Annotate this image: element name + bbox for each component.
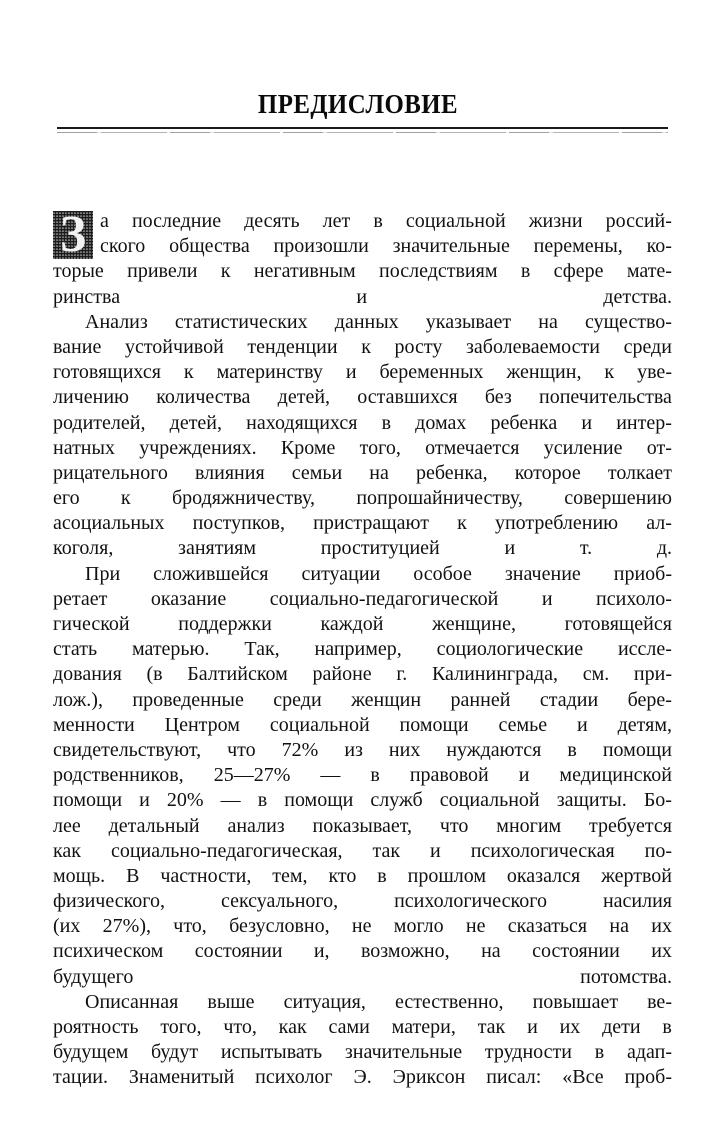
word: естественно, — [394, 990, 504, 1013]
word: детей, — [169, 411, 223, 434]
text-line: коголя, занятиям проституцией и т. д. — [53, 537, 672, 560]
text-line — [53, 637, 672, 662]
text-line — [53, 335, 672, 360]
text-line — [53, 1040, 672, 1065]
word: не — [351, 915, 372, 938]
word: в — [373, 210, 383, 232]
word: материнству — [216, 361, 323, 384]
word: попечительства — [538, 386, 672, 409]
word: что — [439, 814, 469, 837]
word: в — [594, 1041, 605, 1064]
word: трудности — [484, 1041, 573, 1064]
word: их — [651, 940, 672, 963]
word: показывает, — [312, 814, 413, 837]
word: ского — [100, 235, 146, 258]
word: возможно, — [361, 940, 450, 963]
word: так — [372, 839, 401, 862]
word: перемены, — [533, 235, 623, 258]
word: и — [518, 764, 530, 787]
word: на — [481, 940, 501, 963]
word: последние — [131, 210, 222, 232]
word: и, — [313, 940, 330, 963]
word: ребенка, — [415, 461, 488, 484]
word: многим — [496, 814, 562, 837]
word: привели — [127, 260, 198, 283]
word: по- — [644, 839, 672, 862]
word: натных — [53, 436, 115, 459]
word: к — [120, 487, 131, 510]
word: будущем — [53, 1041, 129, 1064]
text-line — [53, 814, 672, 839]
text-line — [53, 662, 672, 687]
word: детям, — [617, 713, 672, 736]
word: физического, — [53, 890, 165, 913]
word: них — [388, 738, 421, 761]
word: готовящихся — [53, 361, 161, 384]
word: личению — [53, 386, 129, 409]
word: семье — [498, 713, 548, 736]
word: и — [430, 839, 441, 862]
heading-rule-secondary — [57, 132, 668, 133]
word: медицинской — [559, 764, 672, 787]
word: Бо- — [643, 789, 672, 812]
word: социально-педагогическая, — [110, 839, 343, 862]
word: женщин, — [506, 361, 582, 384]
word: мощь. — [53, 864, 106, 887]
word: как — [53, 839, 82, 862]
word: психоло- — [596, 587, 672, 610]
text-line: ринства и детства. — [53, 285, 672, 308]
word: заболеваемости — [465, 335, 600, 358]
word: психическом — [53, 940, 164, 963]
word: к — [361, 335, 371, 358]
word: сказаться — [507, 915, 588, 938]
word: указывает — [425, 310, 512, 333]
word: а — [100, 210, 109, 232]
word: пристращают — [313, 512, 429, 535]
word: 25—27% — [213, 764, 291, 787]
word: от- — [646, 436, 672, 459]
word: и — [345, 361, 357, 384]
word: что, — [223, 1016, 257, 1038]
word: социальной — [269, 713, 370, 736]
word: находящихся — [246, 411, 358, 434]
word: росту — [394, 335, 443, 358]
word: которое — [514, 461, 581, 484]
text-line — [53, 713, 672, 738]
word: социальной — [439, 789, 540, 812]
word: и — [541, 587, 553, 610]
word: употреблению — [494, 512, 619, 535]
text-line: будущего потомства. — [53, 965, 672, 988]
word: среди — [273, 688, 322, 711]
word: и — [577, 713, 588, 736]
word: данных — [334, 310, 399, 333]
word: стать — [53, 638, 98, 661]
word: кто — [328, 864, 357, 887]
word: без — [484, 386, 512, 409]
word: в — [377, 864, 387, 887]
word: рицательного — [53, 461, 168, 484]
word: помощи — [602, 738, 672, 761]
text-line — [53, 209, 672, 234]
word: матери, — [391, 1016, 456, 1038]
drop-cap-letter — [53, 211, 93, 259]
word: учреждениях. — [139, 436, 257, 459]
word: того, — [359, 436, 401, 459]
word: — — [320, 764, 341, 787]
word: и — [581, 411, 593, 434]
word: того, — [160, 1016, 202, 1038]
text-line — [53, 436, 672, 461]
word: жертвой — [601, 864, 672, 887]
word: безусловно, — [229, 915, 330, 938]
word: Так, — [244, 638, 280, 661]
word: требуется — [589, 814, 672, 837]
word: сами — [328, 1016, 370, 1038]
word: ко- — [646, 235, 672, 258]
word: что — [227, 738, 256, 761]
paragraph-p3 — [53, 562, 672, 990]
word: социальной — [405, 210, 506, 232]
word: ребенка — [490, 411, 558, 434]
word: что, — [173, 915, 207, 938]
word: влияния — [194, 461, 265, 484]
word: значительные — [344, 1041, 463, 1064]
word: иссле- — [617, 638, 672, 661]
text-line — [53, 461, 672, 486]
word: Центром — [164, 713, 240, 736]
word: на — [609, 915, 630, 938]
word: при- — [633, 663, 672, 686]
word: на — [369, 461, 389, 484]
chapter-heading: ПРЕДИСЛОВИЕ — [257, 89, 459, 119]
word: районе — [312, 663, 372, 686]
word: состоянии — [194, 940, 283, 963]
word: мате- — [626, 260, 672, 283]
word: ситуация, — [283, 990, 366, 1013]
word: защиты. — [556, 789, 627, 812]
word: свидетельствуют, — [53, 738, 202, 761]
word: количества — [156, 386, 251, 409]
word: интер- — [616, 411, 672, 434]
word: Калининграда, — [431, 663, 559, 686]
paragraph-p2 — [53, 310, 672, 562]
word: служб — [370, 789, 423, 812]
word: уве- — [637, 361, 672, 384]
word: будут — [151, 1041, 199, 1064]
text-line — [53, 385, 672, 410]
text-line — [53, 562, 672, 587]
word: ал- — [646, 512, 672, 535]
word: ранней — [450, 688, 511, 711]
word: оказался — [506, 864, 581, 887]
word: лож.), — [53, 688, 103, 711]
word: 72% — [281, 738, 319, 761]
word: гической — [53, 613, 130, 635]
word: беременных — [379, 361, 484, 384]
word: ситуации — [301, 562, 381, 585]
text-line — [53, 486, 672, 511]
word: 20% — [166, 789, 204, 812]
text-line — [53, 688, 672, 713]
word: тем, — [272, 864, 308, 887]
body-text — [53, 209, 672, 1091]
word: в — [520, 260, 531, 283]
word: матерью. — [131, 638, 210, 661]
word: анализ — [227, 814, 285, 837]
word: Анализ — [85, 310, 148, 333]
word: лет — [322, 210, 351, 232]
word: частности, — [160, 864, 252, 887]
word: готовящейся — [564, 613, 672, 635]
word: существо- — [584, 310, 672, 333]
text-line — [53, 939, 672, 964]
word: общества — [169, 235, 250, 258]
text-line — [53, 511, 672, 536]
text-line — [53, 914, 672, 939]
word: поддержки — [178, 613, 272, 635]
word: в — [370, 764, 380, 787]
word: толкает — [607, 461, 672, 484]
word: в — [381, 411, 392, 434]
word: выше — [207, 990, 255, 1013]
word: помощи — [399, 713, 469, 736]
word: Балтийском — [187, 663, 288, 686]
word: в — [257, 789, 268, 812]
word: десять — [244, 210, 300, 232]
word: стадии — [539, 688, 599, 711]
word: к — [604, 361, 615, 384]
word: сфере — [553, 260, 604, 283]
word: помощи — [53, 789, 123, 812]
word: ретает — [53, 587, 108, 610]
text-line — [53, 738, 672, 763]
text-line — [53, 310, 672, 335]
word: дети — [602, 1016, 641, 1038]
text-line — [53, 990, 672, 1015]
word: см. — [582, 663, 610, 686]
word: и — [527, 1016, 538, 1038]
word: 27%), — [102, 915, 151, 938]
word: бродяжничеству, — [171, 487, 315, 510]
word: их — [559, 1016, 581, 1038]
word: их — [651, 915, 672, 938]
word: женщине, — [432, 613, 516, 635]
word: каждой — [320, 613, 384, 635]
word: попрошайничеству, — [356, 487, 523, 510]
word: прошлом — [407, 864, 486, 887]
word: негативным — [253, 260, 356, 283]
word: асоциальных — [53, 512, 165, 535]
word: домах — [415, 411, 467, 434]
word: произошли — [273, 235, 369, 258]
word: помощи — [284, 789, 354, 812]
text-line — [53, 864, 672, 889]
word: психологического — [394, 890, 547, 913]
word: к — [457, 512, 467, 535]
word: тенденции — [247, 335, 338, 358]
word: проведенные — [132, 688, 244, 711]
word: повышает — [532, 990, 619, 1013]
word: испытывать — [220, 1041, 323, 1064]
word: бере- — [627, 688, 672, 711]
text-line — [53, 360, 672, 385]
word: женщин — [351, 688, 422, 711]
word: россий- — [605, 210, 672, 232]
word: торые — [53, 260, 104, 283]
word: родственников, — [53, 764, 184, 787]
word: психологическая — [470, 839, 615, 862]
word: социально-педагогической — [269, 587, 499, 610]
word: детальный — [108, 814, 200, 837]
word: в — [567, 738, 577, 761]
word: насилия — [602, 890, 672, 913]
word: поступков, — [192, 512, 285, 535]
word: социологические — [436, 638, 584, 661]
word: нуждаются — [446, 738, 542, 761]
word: его — [53, 487, 80, 510]
word: Описанная — [85, 990, 179, 1013]
word: жизни — [528, 210, 583, 232]
text-line — [53, 259, 672, 284]
word: и — [139, 789, 150, 812]
word: — — [220, 789, 241, 812]
word: роятность — [53, 1016, 139, 1038]
paragraph-p4 — [53, 990, 672, 1091]
word: на — [538, 310, 558, 333]
word: дования — [53, 663, 122, 686]
word: вание — [53, 335, 102, 358]
word: к — [183, 361, 194, 384]
word: родителей, — [53, 411, 146, 434]
word: правовой — [409, 764, 489, 787]
word: сексуального, — [220, 890, 339, 913]
word: адап- — [626, 1041, 672, 1064]
word: так — [477, 1016, 506, 1038]
word: сложившейся — [153, 562, 269, 585]
word: г. — [396, 663, 408, 686]
word: детей, — [277, 386, 331, 409]
word: приоб- — [613, 562, 672, 585]
word: оказание — [150, 587, 227, 610]
word: (их — [53, 915, 81, 938]
word: устойчивой — [124, 335, 224, 358]
word: из — [344, 738, 363, 761]
word: совершению — [564, 487, 672, 510]
paragraph-p1 — [53, 209, 672, 310]
word: отмечается — [425, 436, 520, 459]
word: состоянии — [532, 940, 620, 963]
word: среди — [623, 335, 672, 358]
word: усиление — [543, 436, 623, 459]
drop-cap-glyph: З — [59, 211, 87, 259]
text-line — [53, 889, 672, 914]
word: статистических — [174, 310, 308, 333]
word: Кроме — [280, 436, 336, 459]
text-line — [53, 763, 672, 788]
word: лее — [53, 814, 81, 837]
word: ве- — [647, 990, 672, 1013]
word: не — [465, 915, 486, 938]
word: оставшихся — [357, 386, 458, 409]
word: значение — [504, 562, 581, 585]
text-line — [53, 411, 672, 436]
word: При — [85, 562, 121, 585]
text-line — [53, 788, 672, 813]
word: к — [220, 260, 231, 283]
word: например, — [314, 638, 402, 661]
word: могло — [393, 915, 444, 938]
word: особое — [413, 562, 472, 585]
heading-rule — [57, 127, 668, 129]
text-line — [53, 612, 672, 637]
word: менности — [53, 713, 135, 736]
word: как — [278, 1016, 307, 1038]
text-line: тации. Знаменитый психолог Э. Эриксон писал: «Все проб- — [53, 1066, 672, 1089]
word: значительные — [392, 235, 510, 258]
text-line — [53, 1015, 672, 1040]
word: последствиям — [379, 260, 498, 283]
word: в — [662, 1016, 672, 1038]
word: семьи — [291, 461, 343, 484]
word: (в — [146, 663, 163, 686]
word: В — [126, 864, 140, 887]
text-line — [53, 234, 672, 259]
text-line — [53, 587, 672, 612]
text-line — [53, 839, 672, 864]
